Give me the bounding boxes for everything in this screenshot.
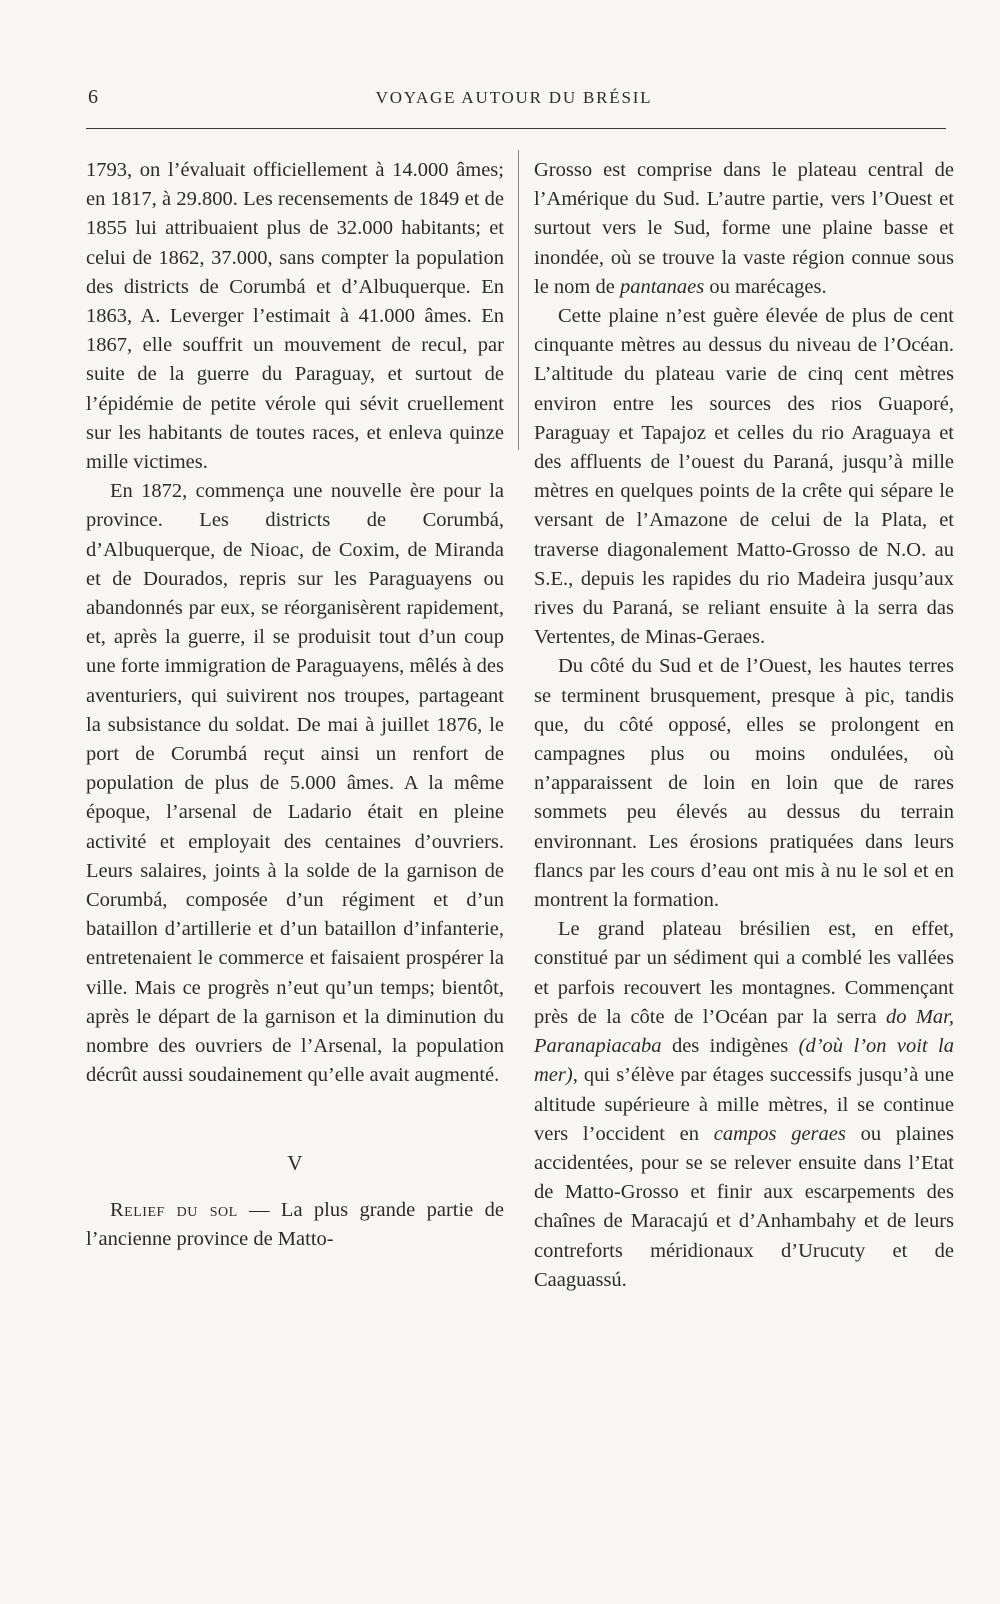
paragraph-text: ou plaines accidentées, pour se se relever ensuite dans l’Etat de Matto-Grosso et finir aux escarpements des chaînes de Maracajú et d’Anhambahy et de leurs contreforts méridionaux d’Urucuty et de Caaguassú. bbox=[534, 1122, 954, 1291]
left-column bbox=[86, 156, 504, 1254]
right-column bbox=[534, 156, 954, 1295]
italic-term: campos geraes bbox=[713, 1122, 846, 1145]
column-divider bbox=[518, 150, 519, 450]
section-number: V bbox=[287, 1150, 303, 1175]
paragraph: En 1872, commença une nouvelle ère pour la province. Les districts de Corumbá, d’Albuquerque, de Nioac, de Coxim, de Miranda et de Dourados, repris sur les Paraguayens ou abandonnés par eux, se réorganisèrent rapidement, et, après la guerre, il se produisit tout d’un coup une forte immigration de Paraguayens, mêlés à des aventuriers, qui suivirent nos troupes, partageant la subsistance du soldat. De mai à juillet 1876, le port de Corumbá reçut ainsi un renfort de population de plus de 5.000 âmes. A la même époque, l’arsenal de Ladario était en pleine activité et employait des centaines d’ouvriers. Leurs salaires, joints à la solde de la garnison de Corumbá, composée d’un régiment et d’un bataillon d’artillerie et d’un bataillon d’infanterie, entretenaient le commerce et faisaient prospérer la ville. Mais ce progrès n’eut qu’un temps; bientôt, après le départ de la garnison et la diminution du nombre des ouvriers de l’Arsenal, la population décrût aussi soudainement qu’elle avait augmenté. bbox=[86, 480, 504, 1087]
paragraph: Cette plaine n’est guère élevée de plus de cent cinquante mètres au dessus du niveau de l’Océan. L’altitude du plateau varie de cinq cent mètres environ entre les sources des rios Guaporé, Paraguay et Tapajoz et celles du rio Araguaya et des affluents de l’ouest du Paraná, jusqu’à mille mètres en quelques points de la crête qui sépare le versant de l’Amazone de celui de la Plata, et traverse diagonalement Matto-Grosso de N.O. au S.E., depuis les rapides du rio Madeira jusqu’aux rives du Paraná, se reliant ensuite à la serra das Vertentes, de Minas-Geraes. bbox=[534, 305, 954, 649]
running-title: VOYAGE AUTOUR DU BRÉSIL bbox=[375, 88, 653, 107]
page-number: 6 bbox=[88, 86, 99, 108]
italic-term: do Mar, Paranapiacaba bbox=[534, 1005, 954, 1058]
paragraph-text: Grosso est comprise dans le plateau central de l’Amérique du Sud. L’autre partie, vers l’Ouest et surtout vers le Sud, forme une plaine basse et inondée, où se trouve la vaste région connue sous le nom de bbox=[534, 159, 954, 298]
paragraph-text: Le grand plateau brésilien est, en effet, constitué par un sédiment qui a comblé les vallées et parfois recouvert les montagnes. Commençant près de la côte de l’Océan par la serra bbox=[534, 918, 954, 1028]
paragraph bbox=[534, 915, 954, 1295]
italic-term: pantanaes bbox=[619, 275, 705, 298]
paragraph bbox=[534, 156, 954, 302]
paragraph-text: des indigènes bbox=[661, 1035, 799, 1058]
paragraph: 1793, on l’évaluait officiellement à 14.000 âmes; en 1817, à 29.800. Les recensements de 1849 et de 1855 lui attribuaient plus de 32.000 habitants; et celui de 1862, 37.000, sans compter la population des districts de Corumbá et d’Albuquerque. En 1863, A. Leverger l’estimait à 41.000 âmes. En 1867, elle souffrit un mouvement de recul, par suite de la guerre du Paraguay, et surtout de l’épidémie de petite vérole qui sévit cruellement sur les habitants de toutes races, et enleva quinze mille victimes. bbox=[86, 159, 504, 474]
paragraph-text: , qui s’élève par étages successifs jusqu’à une altitude supérieure à mille mètres, il se continue vers l’occident en bbox=[534, 1064, 954, 1145]
italic-term: (d’où l’on voit la mer) bbox=[534, 1035, 954, 1087]
paragraph-text: ou marécages. bbox=[704, 275, 827, 298]
paragraph-text: — La plus grande partie de l’ancienne province de Matto- bbox=[86, 1198, 504, 1250]
header-rule bbox=[86, 128, 946, 129]
paragraph bbox=[86, 1196, 504, 1254]
page-header bbox=[86, 86, 942, 116]
paragraph: Du côté du Sud et de l’Ouest, les hautes terres se terminent brusquement, presque à pic, tandis que, du côté opposé, elles se prolongent en campagnes plus ou moins ondulées, où n’apparaissent de loin en loin que de rares sommets peu élevés au dessus du terrain environnant. Les érosions pratiquées dans leurs flancs par les cours d’eau ont mis à nu le sol et en montrent la formation. bbox=[534, 655, 954, 912]
section-heading: Relief du sol bbox=[110, 1198, 238, 1221]
